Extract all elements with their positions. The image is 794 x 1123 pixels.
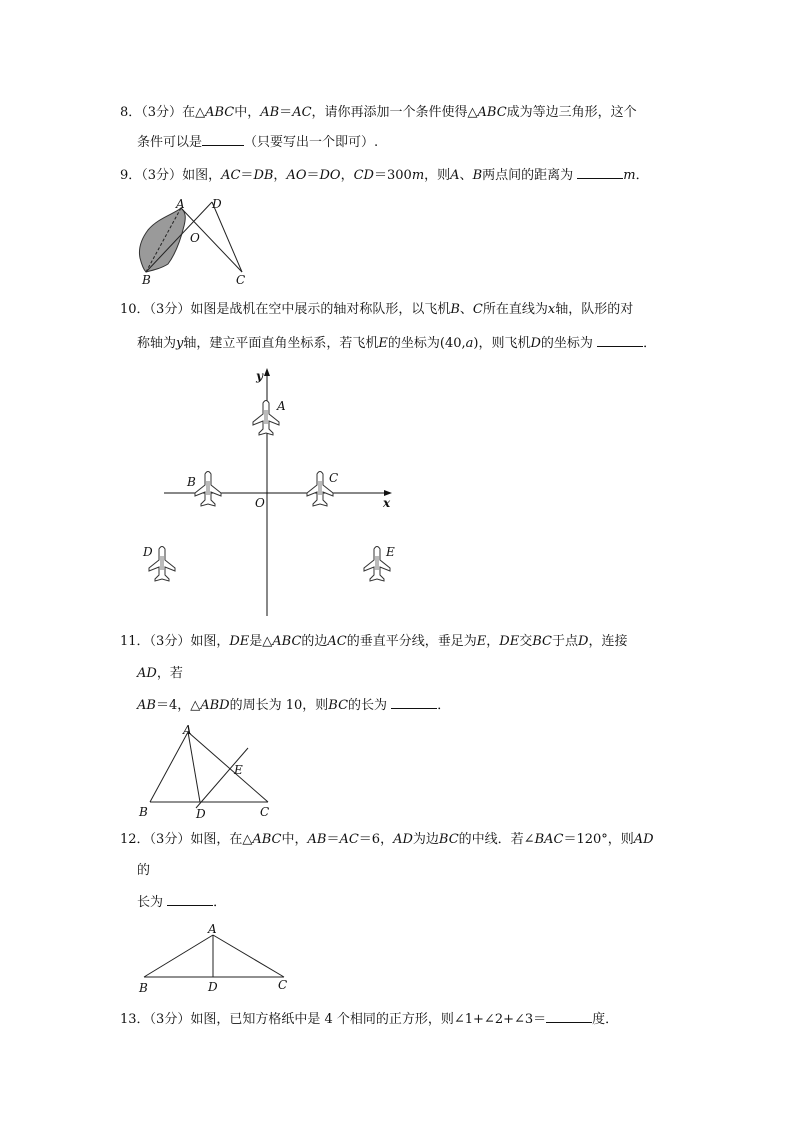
q10-label-O: O	[255, 496, 265, 510]
q12-line-AC	[213, 935, 284, 977]
q13-line1: 13．（3分）如图，已知方格纸中是 4 个相同的正方形，则∠1+∠2+∠3＝ 度．	[120, 1012, 619, 1027]
q10-answer-blank[interactable]	[597, 334, 643, 347]
q11-line-AB	[150, 732, 188, 802]
q11-line2: AD，若	[137, 666, 183, 681]
q10-y-arrow	[264, 368, 270, 376]
q10-label-A: A	[277, 399, 286, 413]
q12-label-A: A	[208, 922, 217, 936]
q8-score: （3分）	[141, 105, 183, 120]
q10-figure	[138, 366, 398, 618]
q10-line1: 10．（3分）如图是战机在空中展示的轴对称队形，以飞机B、C所在直线为x轴，队形的对	[120, 302, 634, 317]
q10-line2: 称轴为y轴，建立平面直角坐标系，若飞机E的坐标为(40,a)，则飞机D的坐标为 ．	[137, 336, 657, 351]
q9-shaded-region	[139, 208, 185, 272]
q9-label-B: B	[142, 273, 151, 287]
q11-label-C: C	[260, 805, 270, 819]
q11-label-A: A	[183, 723, 192, 737]
q9-label-O: O	[190, 231, 200, 245]
q11-label-D: D	[196, 807, 206, 821]
q12-label-D: D	[208, 980, 218, 994]
q9-answer-blank[interactable]	[577, 166, 623, 179]
q9-line1: 9．（3分）如图，AC＝DB，AO＝DO，CD＝300m，则A、B两点间的距离为 m．	[120, 168, 649, 183]
q9-figure	[136, 196, 256, 286]
q10-label-B: B	[187, 475, 196, 489]
q12-line-AB	[144, 935, 213, 977]
q8-line1: 8．（3分）在△ABC中，AB＝AC，请你再添加一个条件使得△ABC成为等边三角形，这个	[120, 105, 637, 120]
q11-line3: AB＝4，△ABD的周长为 10，则BC的长为 ．	[137, 698, 451, 713]
q12-answer-blank[interactable]	[167, 893, 213, 906]
q9-label-D: D	[212, 197, 222, 211]
q13-answer-blank[interactable]	[546, 1010, 592, 1023]
q12-line1: 12．（3分）如图，在△ABC中，AB＝AC＝6，AD为边BC的中线．若∠BAC＝120°，则AD	[120, 832, 654, 847]
q10-plane-B	[195, 472, 221, 507]
q8-number: 8．	[120, 105, 142, 120]
q9-label-C: C	[236, 273, 246, 287]
q8-answer-blank[interactable]	[202, 133, 244, 146]
q10-label-D: D	[143, 545, 153, 559]
q11-answer-blank[interactable]	[391, 696, 437, 709]
q9-label-A: A	[176, 197, 185, 211]
q12-label-C: C	[278, 978, 288, 992]
q9-line-DC	[212, 202, 242, 272]
q11-label-E: E	[234, 763, 243, 777]
q12-line2: 的	[137, 863, 151, 878]
q12-line3: 长为 ．	[137, 895, 227, 910]
q10-label-y: y	[256, 369, 263, 383]
q10-label-x: x	[383, 496, 391, 510]
q12-label-B: B	[139, 981, 148, 995]
q11-line1: 11．（3分）如图，DE是△ABC的边AC的垂直平分线，垂足为E，DE交BC于点D，连接	[120, 634, 628, 649]
q11-figure	[136, 724, 276, 820]
q10-label-C: C	[329, 471, 339, 485]
q12-figure	[136, 921, 296, 997]
q10-label-E: E	[386, 545, 395, 559]
q11-line-AD	[188, 732, 200, 802]
q11-line-AC	[188, 732, 268, 802]
q10-plane-A	[253, 401, 279, 436]
q10-plane-D	[149, 547, 175, 582]
q11-label-B: B	[139, 805, 148, 819]
q8-line2: 条件可以是 （只要写出一个即可）.	[137, 135, 379, 150]
